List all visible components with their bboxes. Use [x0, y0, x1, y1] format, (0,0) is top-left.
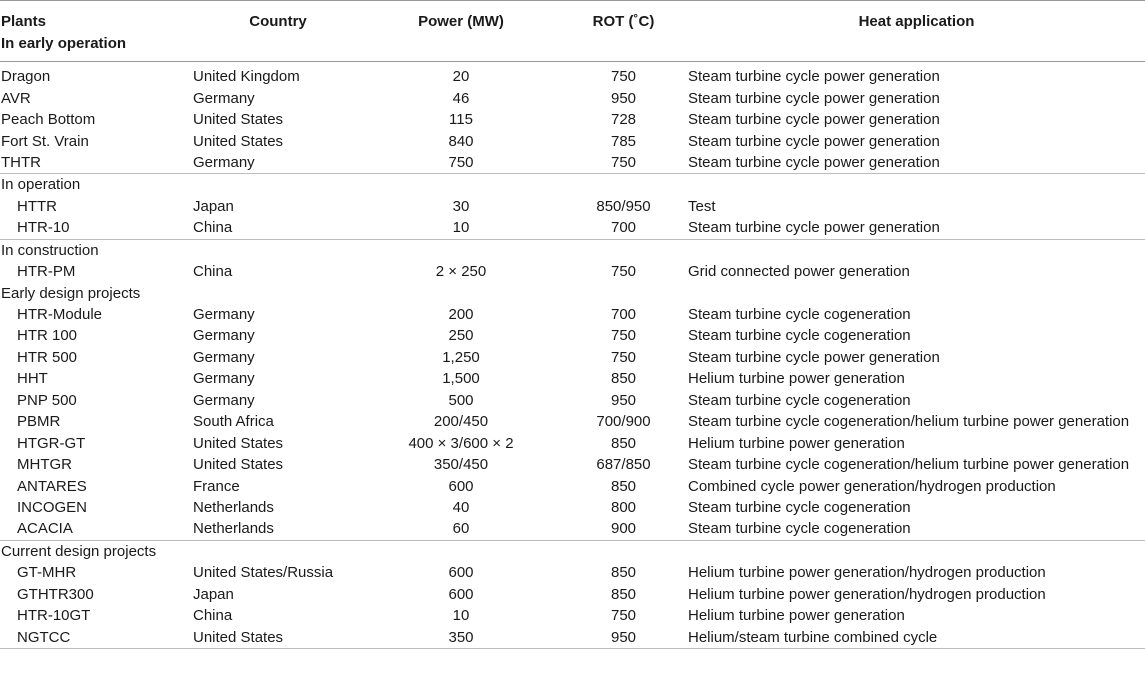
plant-rot: 850 — [610, 585, 637, 603]
plant-heat-application: Steam turbine cycle cogeneration — [688, 327, 911, 345]
plant-name: GTHTR300 — [17, 585, 94, 603]
table-row — [0, 217, 1145, 239]
plant-power: 200/450 — [433, 413, 489, 431]
plant-country: United States — [193, 434, 284, 452]
plant-rot: 750 — [610, 68, 637, 86]
plant-name: HHT — [17, 370, 48, 388]
plant-power: 115 — [449, 111, 473, 129]
table-row — [0, 605, 1145, 626]
plant-power: 600 — [448, 477, 474, 495]
table-row — [0, 261, 1145, 282]
plant-name: HTTR — [17, 197, 57, 215]
plant-name: HTR 500 — [17, 348, 78, 366]
plant-rot: 728 — [610, 111, 637, 129]
table-row — [0, 87, 1145, 108]
plant-heat-application: Steam turbine cycle cogeneration — [688, 306, 911, 324]
plant-rot: 750 — [610, 263, 637, 281]
plant-name: THTR — [0, 152, 193, 174]
plant-rot: 850 — [610, 434, 637, 452]
table-row — [0, 130, 1145, 151]
plant-rot: 950 — [610, 89, 637, 107]
table-row — [0, 196, 1145, 217]
plant-rot: 850 — [610, 564, 637, 582]
header-country: Country — [193, 1, 363, 62]
plant-rot: 700 — [610, 306, 637, 324]
plant-rot: 850/950 — [596, 197, 651, 215]
header-plants-label: Plants — [1, 13, 47, 30]
plant-name: NGTCC — [0, 626, 193, 648]
plant-country: China — [193, 263, 233, 281]
table-row — [0, 562, 1145, 583]
table-row — [0, 152, 1145, 174]
plant-heat-application: Helium turbine power generation/hydrogen production — [688, 585, 1046, 603]
plant-power: 20 — [452, 68, 470, 86]
plant-power: 40 — [452, 498, 470, 516]
plant-name: HTR-10 — [0, 217, 193, 239]
plant-name: PBMR — [17, 413, 61, 431]
table-row — [0, 497, 1145, 518]
plant-country: United States — [193, 111, 284, 129]
plant-name: ACACIA — [0, 518, 193, 540]
plant-heat-application: Steam turbine cycle power generation — [688, 111, 940, 129]
plant-name: Peach Bottom — [1, 111, 96, 129]
plant-power: 840 — [448, 132, 474, 150]
section-early-design-projects: Early design projects — [1, 284, 141, 302]
plant-name: HTGR-GT — [17, 434, 86, 452]
plant-heat-application: Steam turbine cycle cogeneration — [688, 391, 911, 409]
plant-name: AVR — [1, 89, 31, 107]
plant-power: 1,500 — [442, 370, 480, 388]
plant-power: 200 — [448, 306, 474, 324]
plant-heat-application: Helium/steam turbine combined cycle — [688, 626, 1145, 648]
section-heading-row — [0, 174, 1145, 196]
plant-power: 46 — [452, 89, 470, 107]
plant-power: 1,250 — [442, 348, 480, 366]
table-row — [0, 304, 1145, 325]
table-row — [0, 454, 1145, 475]
plant-country: China — [193, 217, 363, 239]
table-row — [0, 518, 1145, 540]
plant-heat-application: Steam turbine cycle power generation — [688, 217, 1145, 239]
table-row — [0, 411, 1145, 432]
header-heat-application: Heat application — [688, 1, 1145, 62]
plant-heat-application: Steam turbine cycle power generation — [688, 132, 940, 150]
plant-heat-application: Steam turbine cycle cogeneration/helium turbine power generation — [688, 456, 1130, 474]
header-power: Power (MW) — [363, 1, 559, 62]
header-rot: ROT (˚C) — [559, 1, 688, 62]
plant-rot: 900 — [559, 518, 688, 540]
plant-country: Germany — [193, 89, 255, 107]
plant-power: 600 — [448, 564, 474, 582]
plant-country: China — [193, 607, 233, 625]
table-row — [0, 109, 1145, 130]
table-row — [0, 432, 1145, 453]
plant-power: 400 × 3/600 × 2 — [408, 434, 514, 452]
plant-power: 350 — [363, 626, 559, 648]
plant-power: 30 — [452, 197, 470, 215]
plant-rot: 750 — [559, 152, 688, 174]
plant-rot: 750 — [610, 348, 637, 366]
plant-country: United States — [193, 132, 284, 150]
plant-power: 350/450 — [433, 456, 489, 474]
table-row — [0, 325, 1145, 346]
table-row — [0, 390, 1145, 411]
plant-name: Fort St. Vrain — [1, 132, 89, 150]
plant-power: 250 — [448, 327, 474, 345]
header-plants-subheading: In early operation — [1, 35, 127, 52]
plant-power: 10 — [363, 217, 559, 239]
plant-rot: 950 — [610, 391, 637, 409]
plant-rot: 687/850 — [596, 456, 651, 474]
plant-country: Japan — [193, 197, 234, 215]
plant-country: Germany — [193, 348, 255, 366]
plant-name: PNP 500 — [17, 391, 77, 409]
plant-country: Japan — [193, 585, 234, 603]
plant-name: MHTGR — [17, 456, 72, 474]
plant-country: Netherlands — [193, 498, 274, 516]
plant-rot: 850 — [610, 370, 637, 388]
plant-heat-application: Helium turbine power generation — [688, 370, 905, 388]
plant-power: 60 — [363, 518, 559, 540]
plant-name: HTR 100 — [17, 327, 78, 345]
plant-name: HTR-PM — [17, 263, 76, 281]
plant-name: ANTARES — [17, 477, 87, 495]
plant-country: Germany — [193, 327, 255, 345]
plant-power: 10 — [452, 607, 470, 625]
plant-heat-application: Steam turbine cycle cogeneration — [688, 498, 911, 516]
plant-heat-application: Steam turbine cycle power generation — [688, 68, 940, 86]
plant-rot: 700/900 — [596, 413, 651, 431]
table-row — [0, 347, 1145, 368]
plant-heat-application: Steam turbine cycle cogeneration — [688, 518, 1145, 540]
plant-country: United Kingdom — [193, 68, 300, 86]
table-row — [0, 626, 1145, 648]
plant-heat-application: Helium turbine power generation — [688, 607, 905, 625]
table-row — [0, 475, 1145, 496]
plant-name: HTR-Module — [17, 306, 103, 324]
plant-rot: 750 — [610, 607, 637, 625]
plant-heat-application: Steam turbine cycle power generation — [688, 152, 1145, 174]
table-row — [0, 584, 1145, 605]
plant-name: HTR-10GT — [17, 607, 91, 625]
plant-name: INCOGEN — [17, 498, 88, 516]
plant-heat-application: Helium turbine power generation — [688, 434, 905, 452]
plant-heat-application: Steam turbine cycle power generation — [688, 348, 940, 366]
plant-power: 600 — [448, 585, 474, 603]
plant-heat-application: Steam turbine cycle cogeneration/helium turbine power generation — [688, 413, 1130, 431]
section-heading-row — [0, 239, 1145, 261]
plant-rot: 950 — [559, 626, 688, 648]
plant-country: France — [193, 477, 240, 495]
plant-heat-application: Combined cycle power generation/hydrogen production — [688, 477, 1056, 495]
section-heading-row — [0, 282, 1145, 303]
section-in-operation: In operation — [1, 176, 81, 194]
table-row — [0, 66, 1145, 87]
plant-heat-application: Test — [688, 197, 716, 215]
plant-power: 500 — [448, 391, 474, 409]
plant-rot: 750 — [610, 327, 637, 345]
plant-rot: 800 — [610, 498, 637, 516]
plant-name: Dragon — [1, 68, 51, 86]
plant-country: Germany — [193, 306, 255, 324]
plant-country: United States — [193, 456, 284, 474]
plant-rot: 850 — [610, 477, 637, 495]
table-row — [0, 368, 1145, 389]
plant-rot: 700 — [559, 217, 688, 239]
plant-power: 750 — [363, 152, 559, 174]
plant-heat-application: Steam turbine cycle power generation — [688, 89, 940, 107]
table-header — [0, 1, 1145, 62]
plant-country: Netherlands — [193, 518, 363, 540]
header-plants — [0, 1, 193, 62]
plant-country: Germany — [193, 391, 255, 409]
table-body — [0, 62, 1145, 649]
plant-name: GT-MHR — [17, 564, 77, 582]
section-in-construction: In construction — [1, 241, 99, 259]
section-current-design-projects: Current design projects — [1, 542, 157, 560]
plant-heat-application: Grid connected power generation — [688, 263, 910, 281]
section-heading-row — [0, 540, 1145, 562]
plant-country: South Africa — [193, 413, 274, 431]
plant-rot: 785 — [610, 132, 637, 150]
plant-country: Germany — [193, 370, 255, 388]
plant-country: Germany — [193, 152, 363, 174]
plant-country: United States — [193, 626, 363, 648]
plant-heat-application: Helium turbine power generation/hydrogen production — [688, 564, 1046, 582]
plant-power: 2 × 250 — [435, 263, 487, 281]
plant-country: United States/Russia — [193, 564, 334, 582]
